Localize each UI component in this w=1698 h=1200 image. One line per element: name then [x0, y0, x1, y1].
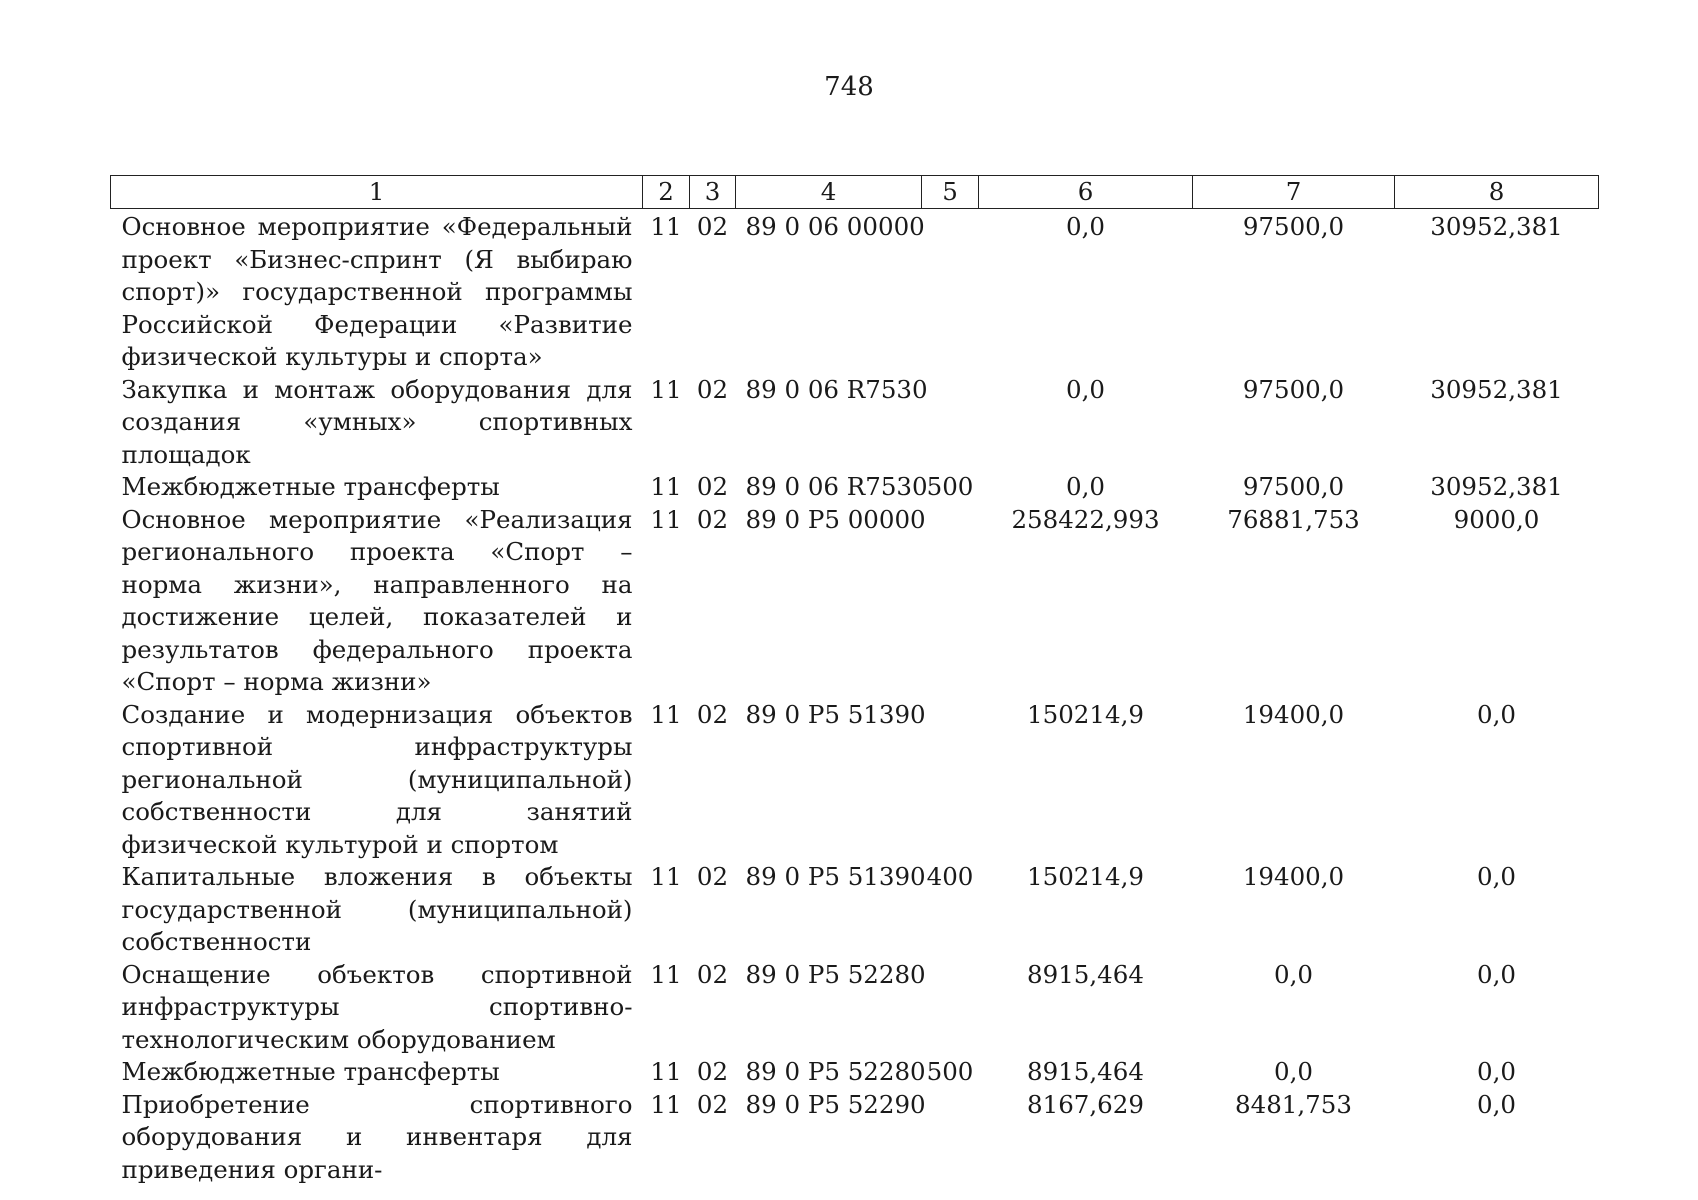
column-header: 5 [922, 176, 979, 209]
section-code: 11 [650, 862, 682, 891]
target-article-code: 89 0 P5 00000 [745, 504, 926, 534]
table-row [111, 861, 1599, 959]
table-row [111, 699, 1599, 862]
amount-col-8: 0,0 [1477, 959, 1516, 989]
amount-col-7: 97500,0 [1242, 212, 1345, 241]
expense-type-code [922, 209, 979, 374]
expense-type-code [922, 1089, 979, 1187]
target-article-code: 89 0 P5 51390 [745, 699, 926, 729]
budget-table-container [110, 175, 1598, 1186]
amount-col-7: 97500,0 [1242, 472, 1345, 501]
amount-col-6: 150214,9 [1027, 699, 1144, 729]
subsection-code: 02 [696, 862, 729, 891]
expense-type-code: 400 [926, 862, 974, 891]
table-row [111, 959, 1599, 1057]
target-article-code: 89 0 06 00000 [745, 212, 925, 241]
column-header: 6 [979, 176, 1193, 209]
amount-col-6: 0,0 [1066, 212, 1105, 241]
budget-table-body [111, 209, 1599, 1187]
item-name: Создание и модернизация объектов спортивной инфраструктуры региональной (муниципальной) собственности для занятий физической культурой и спортом [121, 699, 633, 859]
amount-col-7: 76881,753 [1227, 504, 1360, 534]
target-article-code: 89 0 P5 52280 [745, 959, 926, 989]
column-header: 2 [643, 176, 690, 209]
amount-col-8: 30952,381 [1430, 374, 1563, 404]
amount-col-6: 8915,464 [1027, 959, 1144, 989]
column-number-header-row [111, 176, 1599, 209]
table-row [111, 374, 1599, 472]
item-name: Основное мероприятие «Федеральный проект «Бизнес-спринт (Я выбираю спорт)» государственной программы Российской Федерации «Развитие физической культуры и спорта» [121, 212, 633, 371]
table-row [111, 471, 1599, 504]
column-header: 7 [1193, 176, 1395, 209]
subsection-code: 02 [696, 212, 729, 241]
amount-col-6: 8915,464 [1027, 1057, 1144, 1086]
amount-col-7: 19400,0 [1242, 699, 1345, 729]
section-code: 11 [650, 504, 682, 534]
section-code: 11 [650, 699, 682, 729]
amount-col-6: 8167,629 [1027, 1089, 1144, 1119]
amount-col-6: 150214,9 [1027, 862, 1144, 891]
amount-col-6: 0,0 [1066, 472, 1105, 501]
target-article-code: 89 0 06 R7530 [745, 472, 928, 501]
item-name: Закупка и монтаж оборудования для создания «умных» спортивных площадок [121, 374, 633, 469]
subsection-code: 02 [696, 959, 729, 989]
column-header: 1 [111, 176, 643, 209]
expense-type-code: 500 [926, 1057, 974, 1086]
section-code: 11 [650, 374, 682, 404]
amount-col-8: 0,0 [1477, 1089, 1516, 1119]
amount-col-7: 0,0 [1274, 959, 1313, 989]
subsection-code: 02 [696, 472, 729, 501]
column-header: 8 [1395, 176, 1599, 209]
expense-type-code [922, 699, 979, 862]
expense-type-code [922, 959, 979, 1057]
amount-col-7: 97500,0 [1242, 374, 1345, 404]
section-code: 11 [650, 1089, 682, 1119]
table-row [111, 209, 1599, 374]
item-name: Межбюджетные трансферты [121, 1057, 500, 1086]
table-row [111, 1056, 1599, 1089]
amount-col-8: 0,0 [1477, 1057, 1516, 1086]
amount-col-7: 8481,753 [1235, 1089, 1352, 1119]
item-name: Основное мероприятие «Реализация регионального проекта «Спорт – норма жизни», направленного на достижение целей, показателей и результатов федерального проекта «Спорт – норма жизни» [121, 504, 633, 696]
amount-col-7: 0,0 [1274, 1057, 1313, 1086]
amount-col-8: 0,0 [1477, 862, 1516, 891]
item-name: Капитальные вложения в объекты государственной (муниципальной) собственности [121, 862, 633, 956]
table-row [111, 1089, 1599, 1187]
column-header: 4 [736, 176, 922, 209]
amount-col-7: 19400,0 [1242, 862, 1345, 891]
amount-col-8: 9000,0 [1453, 504, 1540, 534]
item-name: Межбюджетные трансферты [121, 472, 500, 501]
target-article-code: 89 0 P5 52280 [745, 1057, 926, 1086]
section-code: 11 [650, 472, 682, 501]
expense-type-code [922, 504, 979, 699]
target-article-code: 89 0 P5 52290 [745, 1089, 926, 1119]
expense-type-code [922, 374, 979, 472]
target-article-code: 89 0 06 R7530 [745, 374, 928, 404]
amount-col-6: 258422,993 [1011, 504, 1160, 534]
amount-col-6: 0,0 [1066, 374, 1105, 404]
subsection-code: 02 [696, 374, 729, 404]
subsection-code: 02 [696, 699, 729, 729]
column-header: 3 [690, 176, 736, 209]
section-code: 11 [650, 212, 682, 241]
target-article-code: 89 0 P5 51390 [745, 862, 926, 891]
item-name: Оснащение объектов спортивной инфраструктуры спортивно-технологическим оборудованием [121, 959, 633, 1054]
subsection-code: 02 [696, 504, 729, 534]
expense-type-code: 500 [926, 472, 974, 501]
section-code: 11 [650, 1057, 682, 1086]
page-number: 748 [824, 72, 874, 102]
amount-col-8: 30952,381 [1430, 472, 1563, 501]
subsection-code: 02 [696, 1057, 729, 1086]
item-name: Приобретение спортивного оборудования и инвентаря для приведения органи- [121, 1089, 633, 1184]
table-row [111, 504, 1599, 699]
section-code: 11 [650, 959, 682, 989]
amount-col-8: 0,0 [1477, 699, 1516, 729]
subsection-code: 02 [696, 1089, 729, 1119]
budget-table [110, 175, 1599, 1186]
amount-col-8: 30952,381 [1430, 212, 1563, 241]
